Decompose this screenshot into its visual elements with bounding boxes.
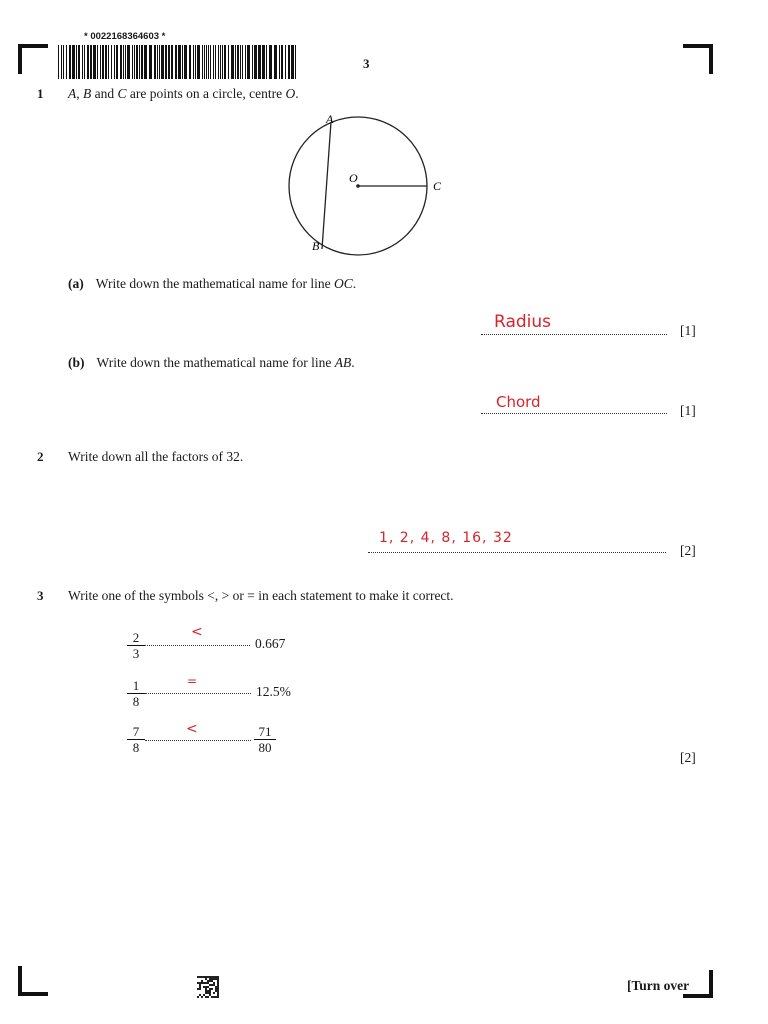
answer-line-2 bbox=[368, 552, 666, 553]
answer-1a: Radius bbox=[494, 312, 552, 332]
question-3-number: 3 bbox=[37, 588, 44, 603]
point-a-label: A bbox=[326, 112, 334, 126]
value-right-row-1: 0.667 bbox=[255, 636, 286, 651]
fraction-left-row-1: $\frac{2}{3}$ bbox=[127, 631, 145, 660]
point-o-label: O bbox=[349, 171, 358, 185]
circle-diagram bbox=[280, 110, 450, 260]
answer-3-row-3: < bbox=[186, 721, 198, 737]
answer-line-3-row-1 bbox=[145, 645, 250, 646]
barcode-number: * 0022168364603 * bbox=[84, 31, 166, 42]
question-1b-text: (b) Write down the mathematical name for line AB. bbox=[68, 355, 355, 370]
barcode-image bbox=[58, 45, 298, 79]
marks-2: [2] bbox=[680, 543, 696, 558]
value-right-row-2: 12.5% bbox=[256, 684, 291, 699]
marks-1a: [1] bbox=[680, 323, 696, 338]
answer-2: 1, 2, 4, 8, 16, 32 bbox=[379, 530, 513, 546]
answer-1b: Chord bbox=[496, 393, 541, 411]
fraction-right-row-3: $\frac{71}{80}$ bbox=[254, 725, 276, 754]
answer-3-row-1: < bbox=[191, 624, 203, 640]
point-b-label: B bbox=[312, 239, 320, 253]
question-1a-text: (a) Write down the mathematical name for line OC. bbox=[68, 276, 357, 291]
answer-line-1b bbox=[481, 413, 667, 414]
turn-over-label: [Turn over bbox=[627, 978, 690, 993]
question-3-text: Write one of the symbols <, > or = in each statement to make it correct. bbox=[68, 588, 454, 603]
page-number: 3 bbox=[363, 56, 370, 71]
question-1-number: 1 bbox=[37, 86, 44, 101]
answer-line-3-row-3 bbox=[145, 740, 251, 741]
question-1-stem: A, B and C are points on a circle, centre O. bbox=[68, 86, 299, 101]
marks-3: [2] bbox=[680, 750, 696, 765]
answer-3-row-2: = bbox=[187, 674, 198, 688]
question-2-text: Write down all the factors of 32. bbox=[68, 449, 244, 464]
fraction-left-row-2: $\frac{1}{8}$ bbox=[127, 679, 145, 708]
marks-1b: [1] bbox=[680, 403, 696, 418]
chord-ab bbox=[322, 122, 331, 249]
answer-line-1a bbox=[481, 334, 667, 335]
question-2-number: 2 bbox=[37, 449, 44, 464]
fraction-left-row-3: $\frac{7}{8}$ bbox=[127, 725, 145, 754]
datamatrix-code bbox=[197, 976, 219, 998]
answer-line-3-row-2 bbox=[145, 693, 251, 694]
point-c-label: C bbox=[433, 179, 442, 193]
